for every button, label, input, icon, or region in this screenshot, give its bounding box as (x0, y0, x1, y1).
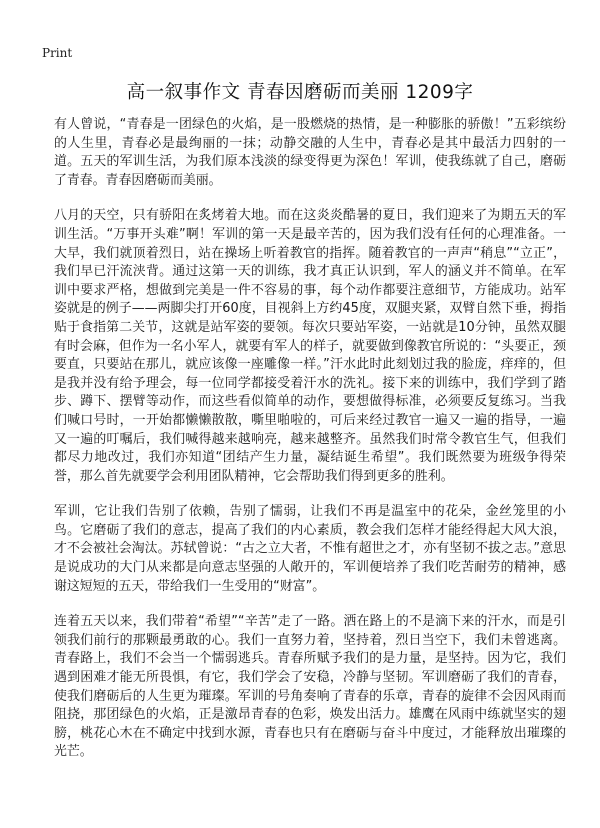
paragraph-reflection: 军训，它让我们告别了依赖，告别了懦弱，让我们不再是温室中的花朵，金丝笼里的小鸟。它磨砺了我们的意志，提高了我们的内心素质，教会我们怎样才能经得起大风大浪，才不会被社会淘汰。苏轼曾说：“古之立大者，不惟有超世之才，亦有坚韧不拔之志。”意思是说成功的大门从来都是向意志坚强的人敞开的，军训便培养了我们吃苦耐劳的精神，感谢这短短的五天，带给我们一生受用的“财富”。 (54, 504, 566, 594)
paragraph-intro: 有人曾说，“青春是一团绿色的火焰，是一股燃烧的热情，是一种膨胀的骄傲！”五彩缤纷的人生里，青春必是最绚丽的一抹；动静交融的人生中，青春必是其中最活力四射的一道。五天的军训生活，为我们原本浅淡的绿变得更为深色！军训，使我练就了自己，磨砺了青春。青春因磨砺而美丽。 (54, 117, 566, 188)
article-body (54, 116, 566, 779)
print-link[interactable]: Print (42, 46, 73, 60)
paragraph-training: 八月的天空，只有骄阳在炙烤着大地。而在这炎炎酷暑的夏日，我们迎来了为期五天的军训生活。“万事开头难”啊！军训的第一天是最辛苦的，因为我们没有任何的心理准备。一大早，我们就顶着烈日，站在操场上听着教官的指挥。随着教官的一声声“稍息”“立正”，我们早已汗流浃背。通过这第一天的训练，我才真正认识到，军人的涵义并不简单。在军训中要求严格，想做到完美是一件不容易的事，每个动作都要注意细节，方能成功。站军姿就是的例子——两脚尖打开60度，目视斜上方约45度，双腿夹紧，双臂自然下垂，拇指贴于食指第二关节，这就是站军姿的要领。每次只要站军姿，一站就是10分钟，虽然双腿有时会麻，但作为一名小军人，就要有军人的样子，就要做到像教官所说的：“头要正，颈要直，只要站在那儿，就应该像一座雕像一样。”汗水此时此刻划过我的脸庞，痒痒的，但是我并没有给予理会，每一位同学都接受着汗水的洗礼。接下来的训练中，我们学到了踏步、蹲下、摆臂等动作，而这些看似简单的动作，要想做得标准，必须要反复练习。当我们喊口号时，一开始都懒懒散散，嘶里啪啦的，可后来经过教官一遍又一遍的指导，一遍又一遍的叮嘱后，我们喊得越来越响亮，越来越整齐。虽然我们时常令教官生气，但我们都尽力地改过，我们亦知道“团结产生力量，凝结诞生希望”。我们既然要为班级争得荣誉，那么首先就要学会利用团队精神，它会帮助我们得到更多的胜利。 (54, 208, 566, 484)
document-title: 高一叙事作文 青春因磨砺而美丽 1209字 (126, 82, 474, 103)
paragraph-conclusion: 连着五天以来，我们带着“希望”“辛苦”走了一路。洒在路上的不是滴下来的汗水，而是引领我们前行的那颗最勇敢的心。我们一直努力着，坚持着，烈日当空下，我们未曾逃离。青春路上，我们不会当一个懦弱逃兵。青春所赋予我们的是力量，是坚持。因为它，我们遇到困难才能无所畏惧，有它，我们学会了安稳，冷静与坚韧。军训磨砺了我们的青春，使我们磨砺后的人生更为璀璨。军训的号角奏响了青春的乐章，青春的旋律不会因风雨而阻挠，那团绿色的火焰，正是激昂青春的色彩，焕发出活力。雄鹰在风雨中练就坚实的翅膀，桃花心木在不确定中找到水源，青春也只有在磨砺与奋斗中度过，才能释放出璀璨的光芒。 (54, 614, 566, 760)
